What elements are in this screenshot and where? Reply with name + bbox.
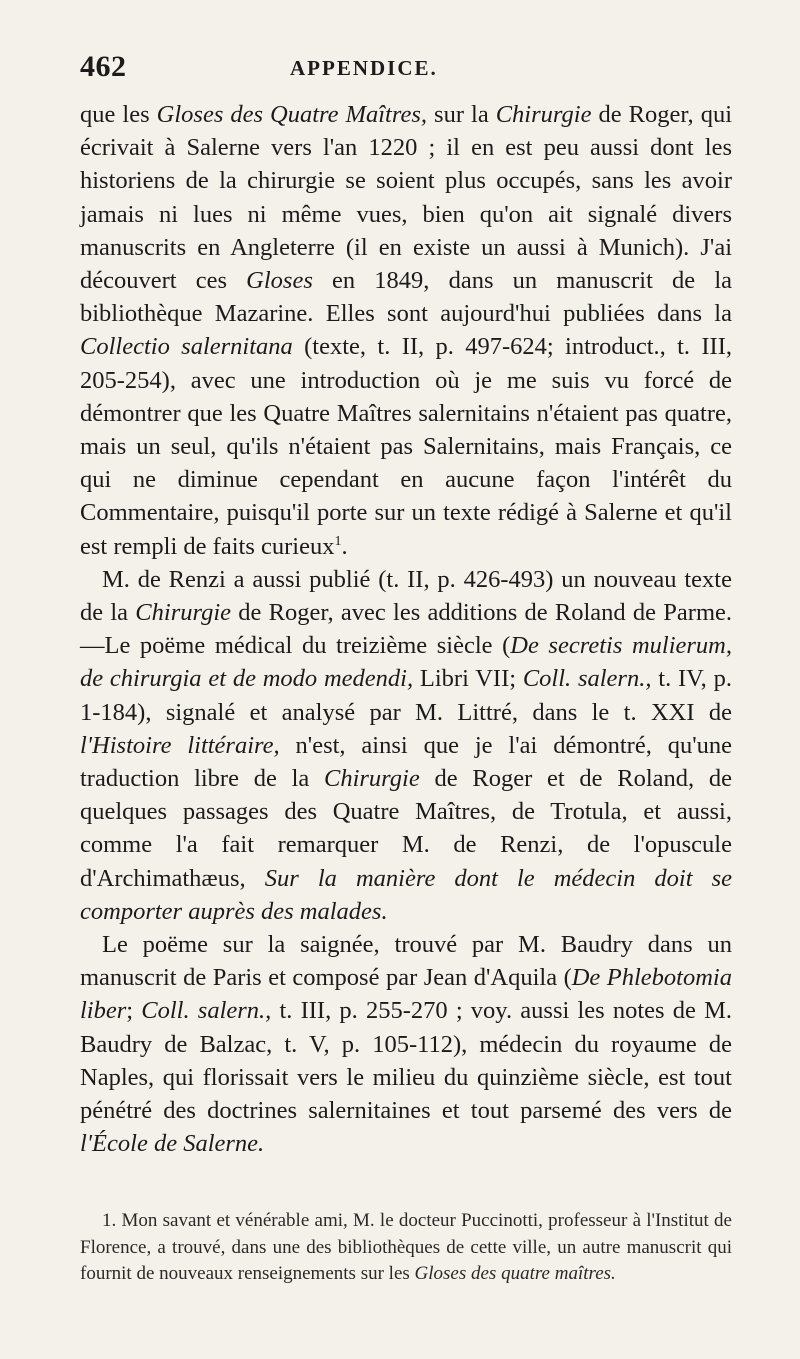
text-run: Libri VII; <box>413 665 523 693</box>
text-run: M. de Renzi a aussi publié (t. II, p. 426-493) un nouveau texte de la <box>80 565 732 627</box>
italic-text: De Phlebotomia liber <box>80 964 732 1025</box>
footnote-marker: 1 <box>334 533 342 549</box>
text-run: Le poëme sur la saignée, trouvé par M. Baudry dans un manuscrit de Paris et composé par Jean d'Aquila ( <box>80 931 732 992</box>
text-run: de Roger et de Roland, de quelques passages des Quatre Maîtres, de Trotula, et aussi, comme l'a fait remarquer M. de Renzi, de l'opuscule d'Archimathæus, <box>80 765 733 892</box>
text-run: t. IV, p. 1-184), signalé et analysé par M. Littré, dans le t. XXI de <box>80 665 732 726</box>
text-run: (texte, t. II, p. 497-624; introduct., t. III, 205-254), avec une introduction où je me suis vu forcé de démontrer que les Quatre Maîtres salernitains n'étaient pas quatre, mais un seul, qu'ils n'étaient pas Salernitains, mais Français, ce qui ne diminue cependant en aucune façon l'intérêt du Commentaire, puisqu'il porte sur un texte rédigé à Salerne et qu'il est rempli de faits curieux <box>80 333 732 560</box>
italic-text: De secretis mulierum, de chirurgia et de modo medendi, <box>80 632 732 693</box>
italic-text: Coll. salern., <box>522 665 652 693</box>
italic-text: Chirurgie <box>135 599 232 627</box>
page-header <box>80 50 730 90</box>
paragraph <box>80 98 732 563</box>
italic-text: Chirurgie <box>324 765 420 793</box>
page-number: 462 <box>80 50 127 83</box>
running-head: APPENDICE. <box>290 56 438 80</box>
body-text <box>80 98 732 1161</box>
text-run: de Roger, qui écrivait à Salerne vers l'an 1220 ; il en est peu aussi dont les historiens de la chirurgie se soient plus occupés, sans les avoir jamais ni lues ni même vues, bien qu'on ait signalé divers manuscrits en Angleterre (il en existe un aussi à Munich). J'ai découvert ces <box>80 101 732 295</box>
italic-text: Sur la manière dont le médecin doit se comporter auprès des malades. <box>80 864 732 925</box>
text-run: sur la <box>427 101 496 128</box>
text-run: de Roger, avec les additions de Roland de Parme.—Le poëme médical du treizième siècle ( <box>80 599 733 660</box>
italic-text: Gloses des quatre maîtres. <box>414 1263 616 1284</box>
italic-text: Collectio salernitana <box>80 333 293 361</box>
italic-text: Gloses <box>246 267 313 295</box>
text-run: que les <box>80 101 157 128</box>
footnote-text <box>80 1208 732 1288</box>
italic-text: l'Histoire littéraire, <box>80 731 280 759</box>
italic-text: Gloses des Quatre Maîtres, <box>156 101 428 128</box>
text-run: ; <box>126 997 142 1025</box>
text-run: t. III, p. 255-270 ; voy. aussi les notes de M. Baudry de Balzac, t. V, p. 105-112), médecin du royaume de Naples, qui florissait vers le milieu du quinzième siècle, est tout pénétré des doctrines salernitaines et tout parsemé des vers de <box>80 997 732 1125</box>
paragraph <box>80 563 732 928</box>
paragraph <box>80 928 732 1160</box>
italic-text: Coll. salern., <box>141 997 272 1025</box>
italic-text: Chirurgie <box>495 101 592 128</box>
italic-text: l'École de Salerne. <box>80 1130 265 1158</box>
footnote <box>80 1208 732 1288</box>
text-run: n'est, ainsi que je l'ai démontré, qu'une traduction libre de la <box>80 731 733 793</box>
text-run: . <box>341 532 348 560</box>
text-run: 1. Mon savant et vénérable ami, M. le docteur Puccinotti, professeur à l'Institut de Florence, a trouvé, dans une des bibliothèques de cette ville, un autre manuscrit qui fournit de nouveaux renseignements sur les <box>80 1210 732 1284</box>
text-run: en 1849, dans un manuscrit de la bibliothèque Mazarine. Elles sont aujourd'hui publiées dans la <box>80 267 732 328</box>
